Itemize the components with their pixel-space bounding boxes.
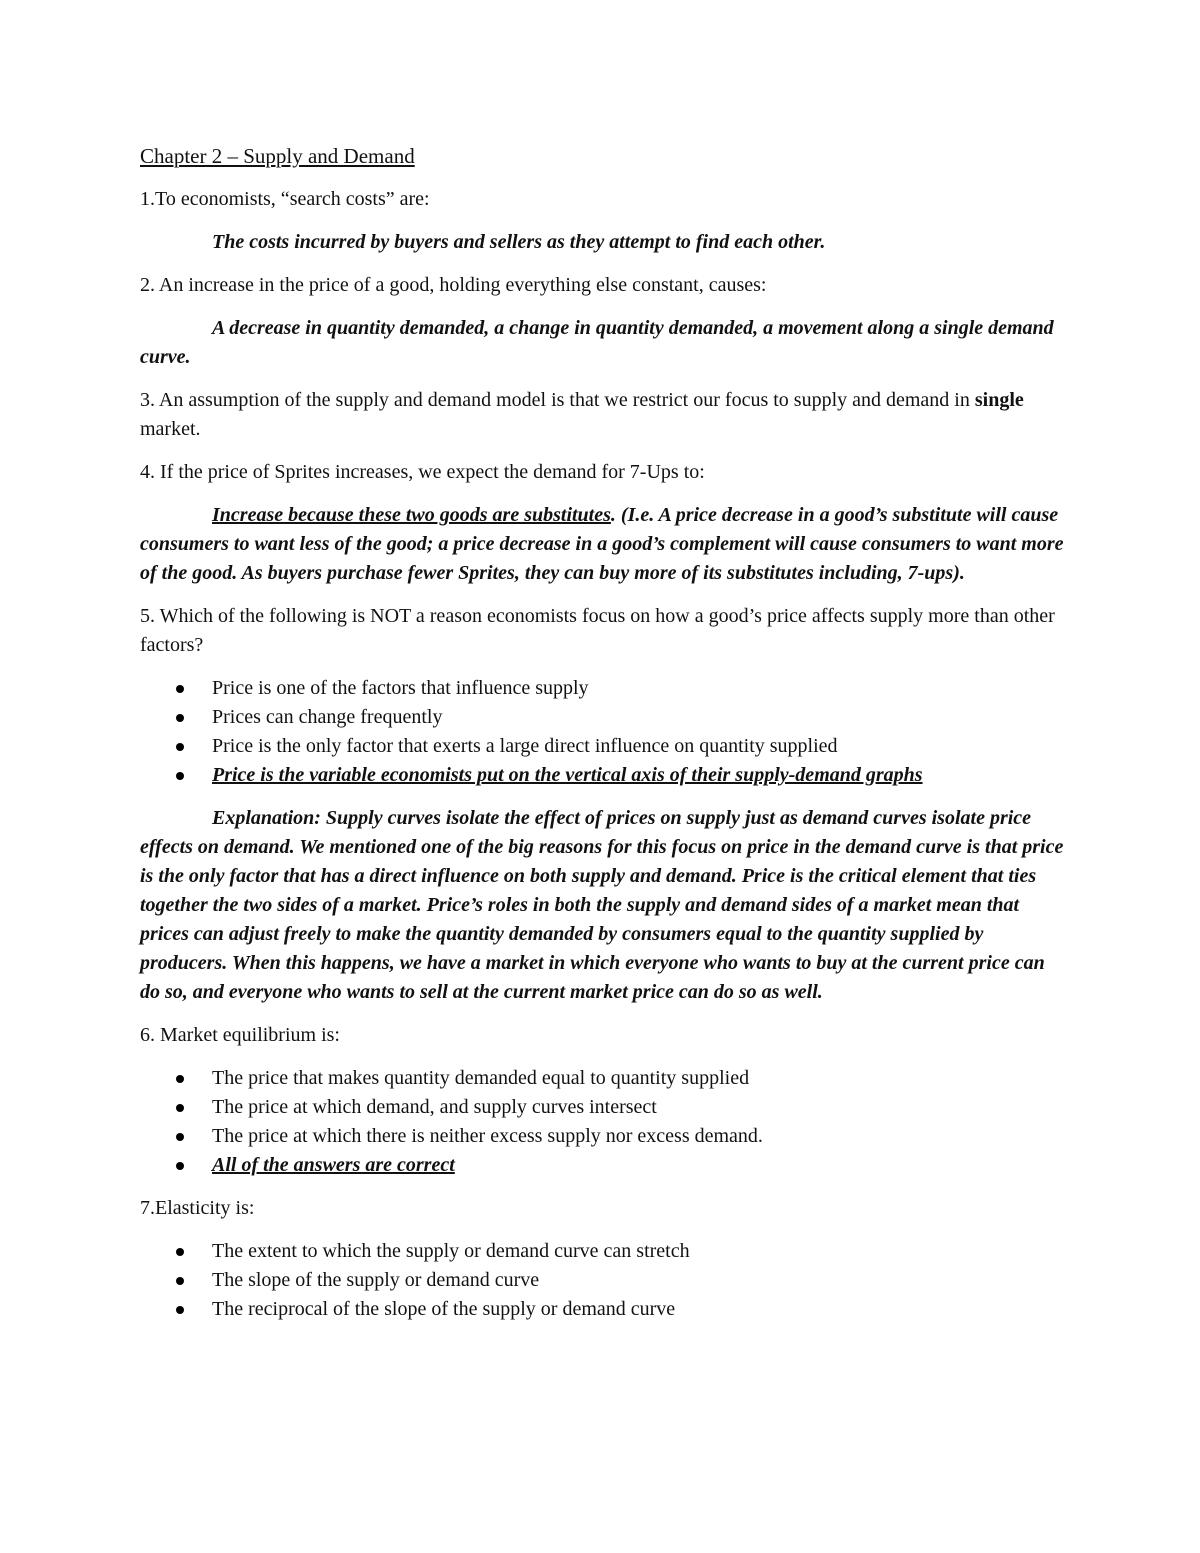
question-5-options	[140, 674, 1065, 790]
question-2: 2. An increase in the price of a good, holding everything else constant, causes:	[140, 274, 767, 296]
option-text: The reciprocal of the slope of the supply or demand curve	[212, 1298, 676, 1320]
question-4: 4. If the price of Sprites increases, we expect the demand for 7-Ups to:	[140, 461, 705, 483]
answer-1: The costs incurred by buyers and sellers as they attempt to find each other.	[212, 231, 826, 253]
question-6-options	[140, 1064, 1065, 1180]
option-text: Prices can change frequently	[212, 706, 443, 728]
answer-4-underlined: Increase because these two goods are substitutes	[212, 504, 611, 526]
bullet-icon	[176, 1277, 184, 1285]
document-body	[140, 143, 1065, 1338]
list-item	[140, 1266, 1065, 1295]
question-5: 5. Which of the following is NOT a reason economists focus on how a good’s price affects supply more than other factors?	[140, 605, 1055, 656]
option-text: The price that makes quantity demanded equal to quantity supplied	[212, 1067, 750, 1089]
bullet-icon	[176, 1306, 184, 1314]
list-item	[140, 732, 1065, 761]
list-item	[140, 703, 1065, 732]
question-1: 1.To economists, “search costs” are:	[140, 188, 430, 210]
bullet-icon	[176, 1075, 184, 1083]
option-text: Price is the only factor that exerts a large direct influence on quantity supplied	[212, 735, 838, 757]
answer-4	[140, 501, 1065, 588]
bullet-icon	[176, 1133, 184, 1141]
question-3	[140, 386, 1065, 444]
option-text-correct: All of the answers are correct	[212, 1154, 455, 1176]
list-item	[140, 674, 1065, 703]
list-item	[140, 1237, 1065, 1266]
option-text: Price is one of the factors that influence supply	[212, 677, 589, 699]
list-item	[140, 1295, 1065, 1324]
question-3-text-after: market.	[140, 418, 201, 440]
bullet-icon	[176, 743, 184, 751]
question-6: 6. Market equilibrium is:	[140, 1024, 340, 1046]
bullet-icon	[176, 772, 184, 780]
answer-2: A decrease in quantity demanded, a change in quantity demanded, a movement along a single demand curve.	[140, 317, 1054, 368]
question-3-text-before: 3. An assumption of the supply and demand model is that we restrict our focus to supply and demand in	[140, 389, 975, 411]
option-text: The extent to which the supply or demand curve can stretch	[212, 1240, 690, 1262]
bullet-icon	[176, 685, 184, 693]
list-item-correct	[140, 1151, 1065, 1180]
question-3-bold-word: single	[974, 389, 1024, 411]
bullet-icon	[176, 1248, 184, 1256]
question-7: 7.Elasticity is:	[140, 1197, 255, 1219]
option-text: The price at which demand, and supply curves intersect	[212, 1096, 657, 1118]
explanation-5: Explanation: Supply curves isolate the effect of prices on supply just as demand curves isolate price effects on demand. We mentioned one of the big reasons for this focus on price in the demand curve is that price is the only factor that has a direct influence on both supply and demand. Price is the critical element that ties together the two sides of a market. Price’s roles in both the supply and demand sides of a market mean that prices can adjust freely to make the quantity demanded by consumers equal to the quantity supplied by producers. When this happens, we have a market in which everyone who wants to buy at the current price can do so, and everyone who wants to sell at the current market price can do so as well.	[140, 807, 1064, 1003]
list-item	[140, 1122, 1065, 1151]
option-text: The slope of the supply or demand curve	[212, 1269, 540, 1291]
option-text-correct: Price is the variable economists put on the vertical axis of their supply-demand graphs	[212, 764, 923, 786]
chapter-title: Chapter 2 – Supply and Demand	[140, 144, 415, 168]
bullet-icon	[176, 1104, 184, 1112]
bullet-icon	[176, 1162, 184, 1170]
answer-4-rest: . (I.e. A price decrease in a good’s substitute will cause consumers to want less of the good; a price decrease in a good’s complement will cause consumers to want more of the good. As buyers purchase fewer Sprites, they can buy more of its substitutes including, 7-ups).	[140, 504, 1064, 584]
list-item-correct	[140, 761, 1065, 790]
list-item	[140, 1093, 1065, 1122]
list-item	[140, 1064, 1065, 1093]
question-7-options	[140, 1237, 1065, 1324]
option-text: The price at which there is neither excess supply nor excess demand.	[212, 1125, 763, 1147]
bullet-icon	[176, 714, 184, 722]
